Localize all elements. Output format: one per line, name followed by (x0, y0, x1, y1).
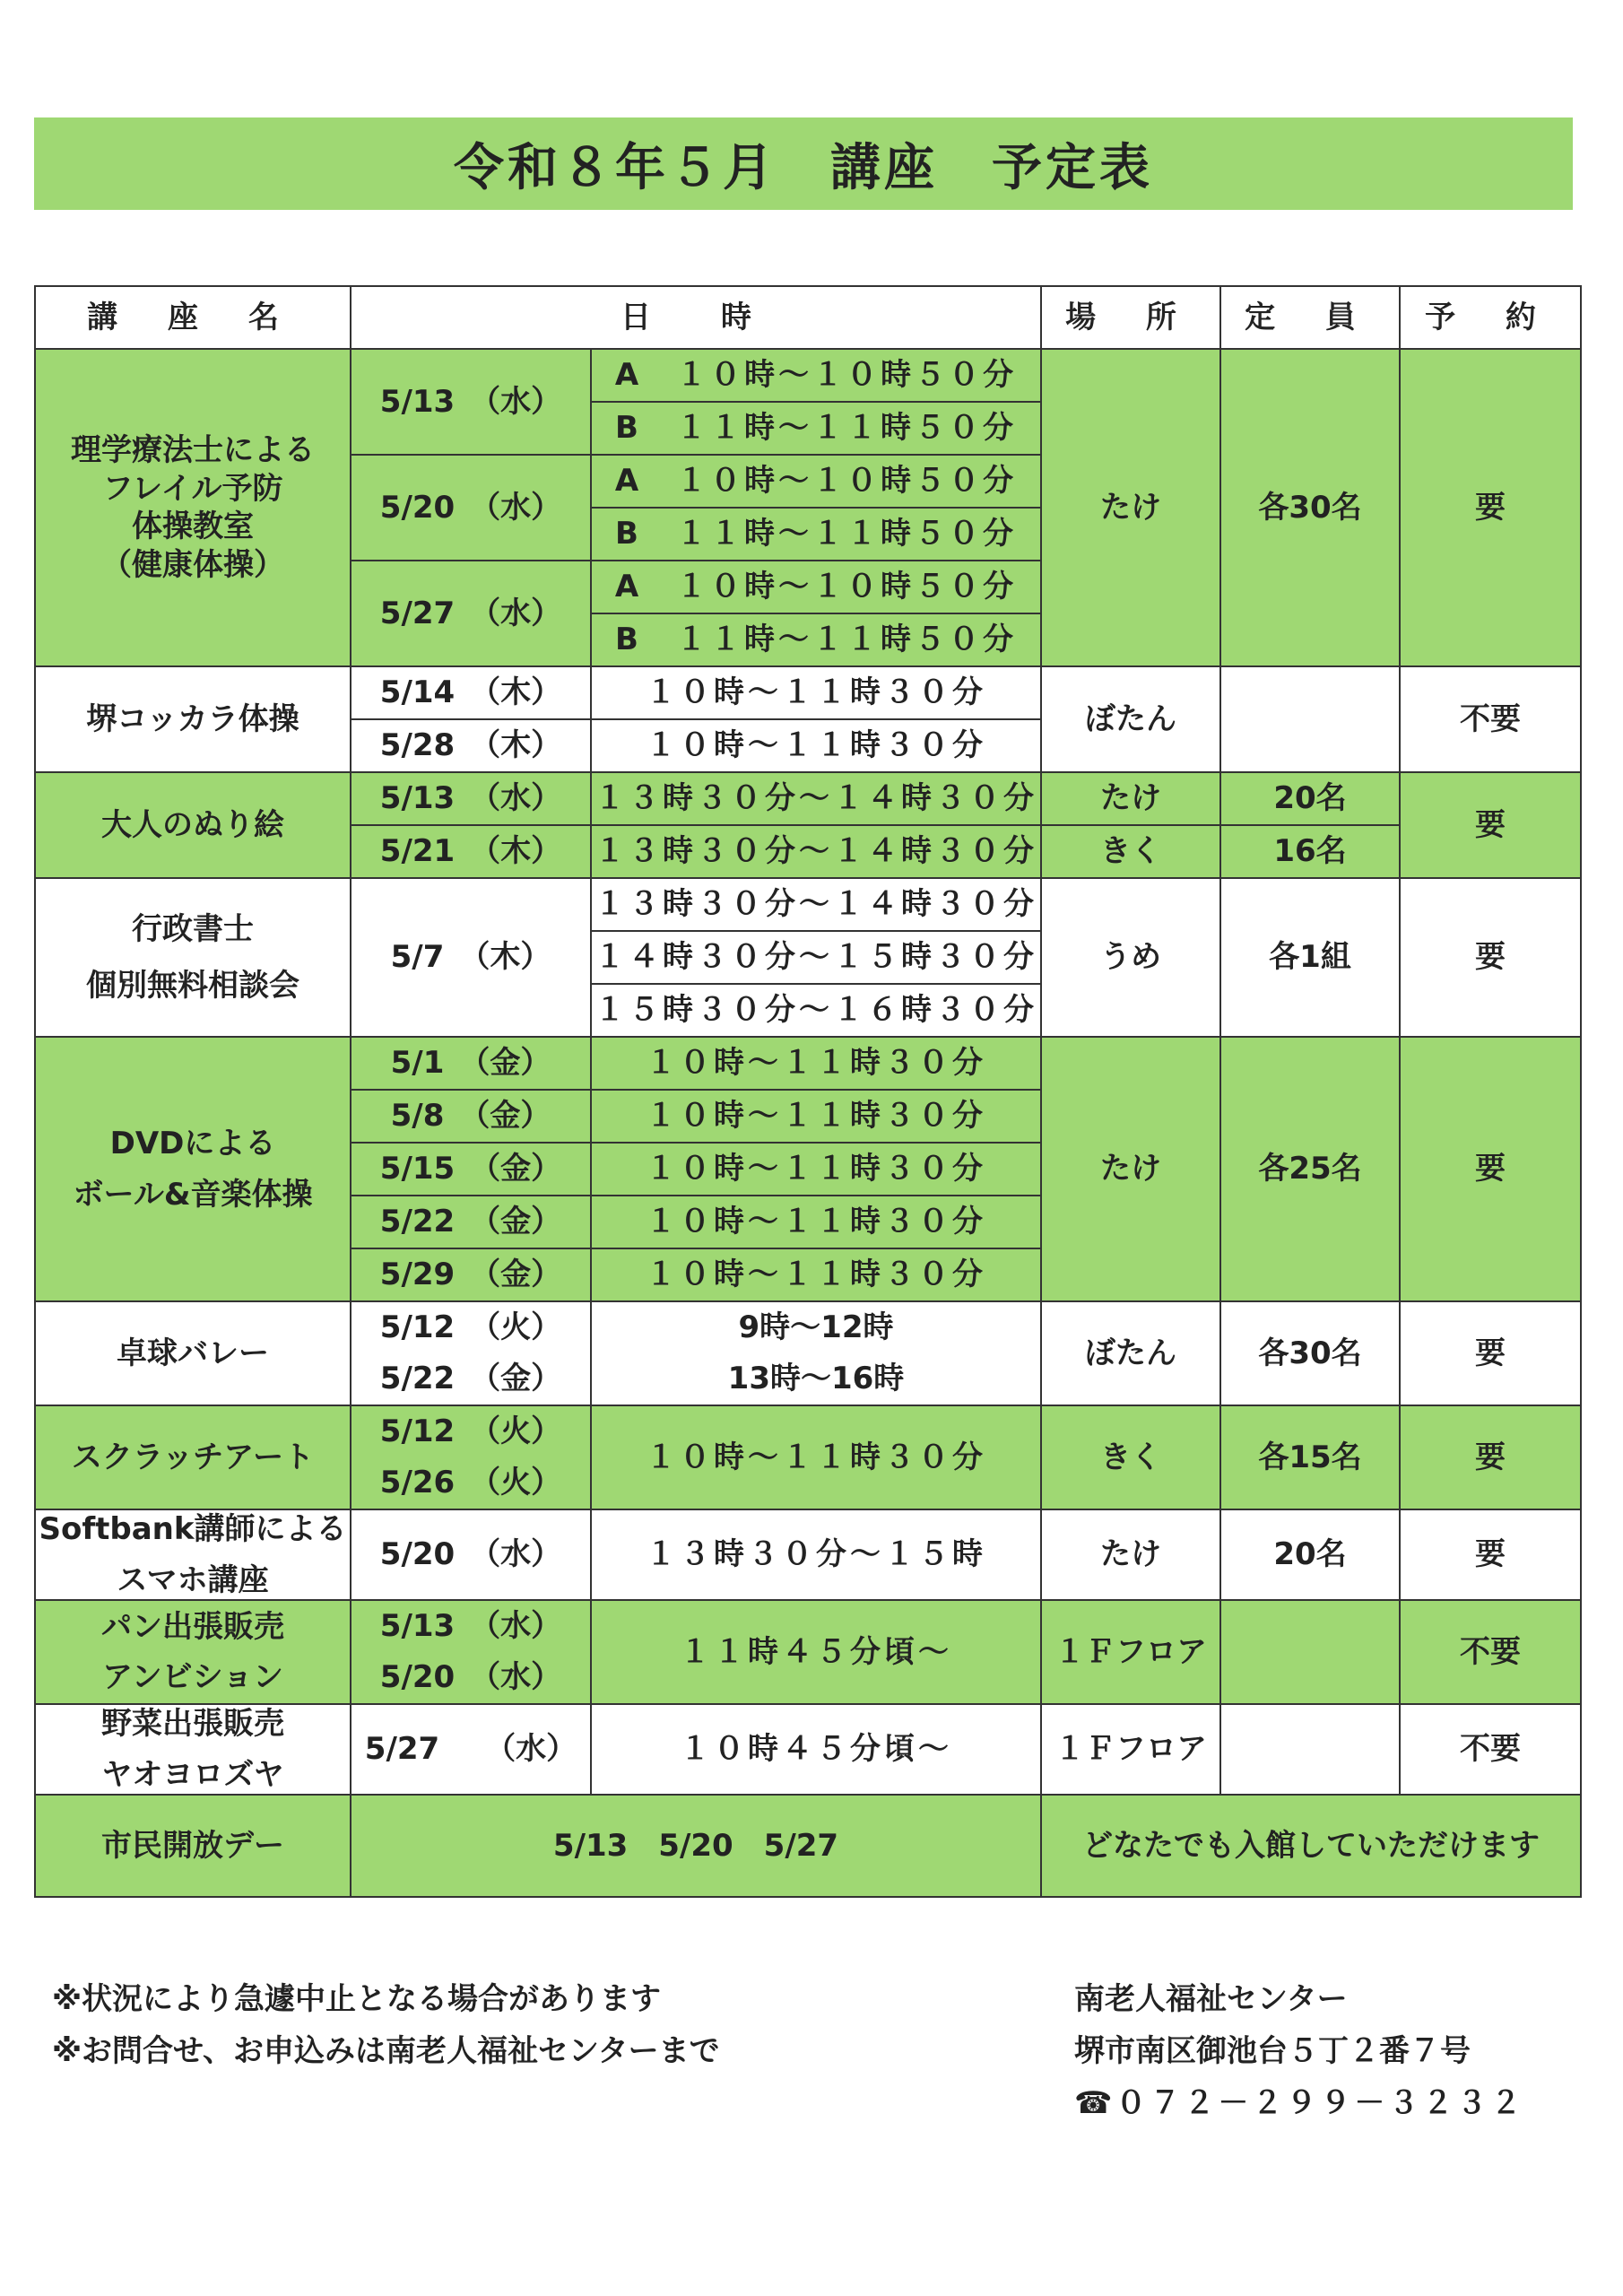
header-reserve: 予 約 (1400, 286, 1581, 349)
header-capacity: 定 員 (1220, 286, 1400, 349)
place-cell: たけ (1041, 772, 1220, 825)
place-cell: きく (1041, 825, 1220, 878)
date-cell: 5/14 （木） (351, 666, 591, 719)
course-name-frail (35, 349, 351, 666)
header-course: 講 座 名 (35, 286, 351, 349)
time-cell: １０時～１１時３０分 (591, 1037, 1041, 1090)
table-header-row (35, 286, 1581, 349)
capacity-cell: 各15名 (1220, 1405, 1400, 1509)
date-cell: 5/22 （金） (351, 1196, 591, 1248)
course-name-gyosei (35, 878, 351, 1037)
course-name-dvd (35, 1037, 351, 1301)
capacity-cell: 各30名 (1220, 349, 1400, 666)
course-name-line: Softbank講師による (39, 1511, 347, 1547)
course-name-line: （健康体操） (101, 546, 284, 583)
date-cell: 5/20 （水） (351, 1509, 591, 1600)
time-cell: １０時～１１時３０分 (591, 1405, 1041, 1509)
course-name-line: 個別無料相談会 (86, 967, 299, 1004)
contact-phone: ☎０７２－２９９－３２３２ (1074, 2085, 1525, 2121)
date-cell: 5/13 5/20 5/27 (351, 1795, 1041, 1897)
course-name-kaiho: 市民開放デー (35, 1795, 351, 1897)
course-name-line: DVDによる (109, 1126, 276, 1161)
date-cell: 5/1 （金） (351, 1037, 591, 1090)
date-cell: 5/27 （水） (351, 561, 591, 666)
table-row (35, 1405, 1581, 1457)
date-cell: 5/13 （水） (351, 772, 591, 825)
time-cell: B １１時～１１時５０分 (591, 402, 1041, 455)
place-cell: たけ (1041, 1037, 1220, 1301)
reserve-cell: 要 (1400, 1405, 1581, 1509)
date-cell: 5/29 （金） (351, 1248, 591, 1301)
page-title: 令和８年５月 講座 予定表 (34, 117, 1573, 210)
date-cell: 5/13 （水） (351, 1600, 591, 1652)
capacity-cell: 各1組 (1220, 878, 1400, 1037)
date-cell: 5/13 （水） (351, 349, 591, 455)
capacity-cell: 20名 (1220, 772, 1400, 825)
reserve-cell: 要 (1400, 878, 1581, 1037)
course-name-kokkara: 堺コッカラ体操 (35, 666, 351, 772)
reserve-cell: 不要 (1400, 666, 1581, 772)
time-cell: １４時３０分～１５時３０分 (591, 931, 1041, 984)
course-name-line: 野菜出張販売 (101, 1706, 284, 1742)
capacity-cell (1220, 1600, 1400, 1704)
date-cell: 5/27 （水） (351, 1704, 591, 1795)
time-cell: A １０時～１０時５０分 (591, 349, 1041, 402)
course-name-nurie: 大人のぬり絵 (35, 772, 351, 878)
course-name-line: ヤオヨロズヤ (101, 1756, 284, 1793)
capacity-cell: 16名 (1220, 825, 1400, 878)
course-name-line: ボール&音楽体操 (73, 1176, 313, 1213)
date-cell: 5/7 （木） (351, 878, 591, 1037)
date-cell: 5/22 （金） (351, 1353, 591, 1405)
time-cell: １１時４５分頃～ (591, 1600, 1041, 1704)
capacity-cell (1220, 666, 1400, 772)
contact-name: 南老人福祉センター (1074, 1981, 1348, 2017)
time-cell: １０時～１１時３０分 (591, 719, 1041, 772)
capacity-cell: 20名 (1220, 1509, 1400, 1600)
time-cell: １０時～１１時３０分 (591, 666, 1041, 719)
place-cell: たけ (1041, 1509, 1220, 1600)
table-row (35, 772, 1581, 825)
course-name-line: 理学療法士による (71, 432, 315, 468)
table-row (35, 878, 1581, 931)
time-cell: A １０時～１０時５０分 (591, 455, 1041, 508)
open-day-note: どなたでも入館していただけます (1041, 1795, 1581, 1897)
capacity-cell (1220, 1704, 1400, 1795)
date-cell: 5/12 （火） (351, 1301, 591, 1353)
header-datetime: 日 時 (351, 286, 1041, 349)
time-cell: １３時３０分～１４時３０分 (591, 878, 1041, 931)
note-line: ※お問合せ、お申込みは南老人福祉センターまで (52, 2033, 720, 2069)
table-row (35, 349, 1581, 402)
course-name-takkyu: 卓球バレー (35, 1301, 351, 1405)
date-cell: 5/20 （水） (351, 1652, 591, 1704)
place-cell: きく (1041, 1405, 1220, 1509)
capacity-cell: 各25名 (1220, 1037, 1400, 1301)
reserve-cell: 要 (1400, 772, 1581, 878)
time-cell: １０時～１１時３０分 (591, 1143, 1041, 1196)
place-cell: うめ (1041, 878, 1220, 1037)
date-cell: 5/26 （火） (351, 1457, 591, 1509)
course-name-line: アンビション (102, 1659, 283, 1695)
contact-address: 堺市南区御池台５丁２番７号 (1074, 2033, 1471, 2069)
course-name-line: 行政書士 (132, 911, 254, 947)
time-cell: A １０時～１０時５０分 (591, 561, 1041, 613)
reserve-cell: 要 (1400, 1509, 1581, 1600)
table-row (35, 1600, 1581, 1652)
time-cell: １３時３０分～１５時 (591, 1509, 1041, 1600)
time-cell: １５時３０分～１６時３０分 (591, 984, 1041, 1037)
date-cell: 5/21 （木） (351, 825, 591, 878)
place-cell: ぼたん (1041, 666, 1220, 772)
course-name-scratch: スクラッチアート (35, 1405, 351, 1509)
table-row (35, 1037, 1581, 1090)
schedule-table (34, 285, 1582, 1898)
place-cell: １Ｆフロア (1041, 1600, 1220, 1704)
place-cell: １Ｆフロア (1041, 1704, 1220, 1795)
place-cell: ぼたん (1041, 1301, 1220, 1405)
table-row (35, 1301, 1581, 1353)
course-name-line: 体操教室 (132, 509, 254, 544)
time-cell: １３時３０分～１４時３０分 (591, 825, 1041, 878)
date-cell: 5/20 （水） (351, 455, 591, 561)
header-place: 場 所 (1041, 286, 1220, 349)
course-name-line: スマホ講座 (117, 1561, 269, 1598)
date-cell: 5/8 （金） (351, 1090, 591, 1143)
reserve-cell: 要 (1400, 1301, 1581, 1405)
table-row (35, 1795, 1581, 1897)
reserve-cell: 要 (1400, 1037, 1581, 1301)
time-cell: 9時～12時 (591, 1301, 1041, 1353)
time-cell: 13時～16時 (591, 1353, 1041, 1405)
time-cell: １０時～１１時３０分 (591, 1090, 1041, 1143)
date-cell: 5/15 （金） (351, 1143, 591, 1196)
course-name-sumaho (35, 1509, 351, 1600)
note-line: ※状況により急遽中止となる場合があります (52, 1981, 662, 2017)
course-name-pan (35, 1600, 351, 1704)
table-row (35, 666, 1581, 719)
reserve-cell: 不要 (1400, 1600, 1581, 1704)
place-cell: たけ (1041, 349, 1220, 666)
notes (52, 1973, 720, 2077)
time-cell: B １１時～１１時５０分 (591, 508, 1041, 561)
course-name-line: パン出張販売 (101, 1608, 284, 1645)
reserve-cell: 要 (1400, 349, 1581, 666)
capacity-cell: 各30名 (1220, 1301, 1400, 1405)
time-cell: １０時～１１時３０分 (591, 1196, 1041, 1248)
time-cell: １０時～１１時３０分 (591, 1248, 1041, 1301)
contact-info (1074, 1973, 1524, 2129)
time-cell: １３時３０分～１４時３０分 (591, 772, 1041, 825)
time-cell: B １１時～１１時５０分 (591, 613, 1041, 666)
course-name-line: フレイル予防 (102, 470, 283, 507)
time-cell: １０時４５分頃～ (591, 1704, 1041, 1795)
date-cell: 5/12 （火） (351, 1405, 591, 1457)
date-cell: 5/28 （木） (351, 719, 591, 772)
course-name-yasai (35, 1704, 351, 1795)
reserve-cell: 不要 (1400, 1704, 1581, 1795)
